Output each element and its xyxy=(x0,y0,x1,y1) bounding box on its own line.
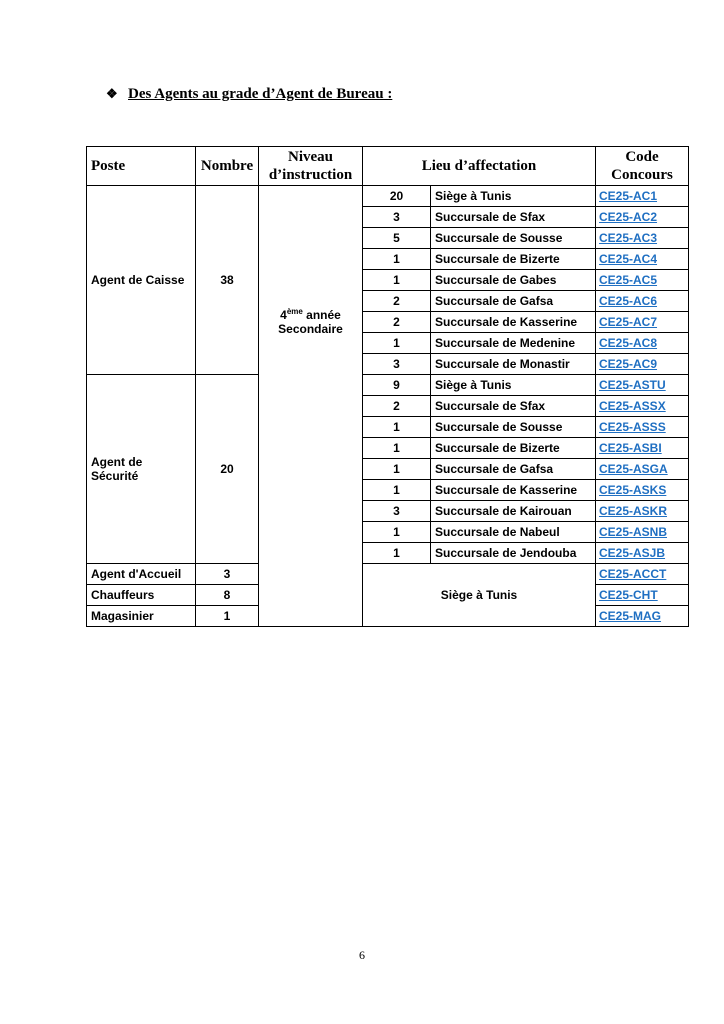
nombre-agent-caisse: 38 xyxy=(196,186,259,375)
poste-agent-securite xyxy=(87,375,196,564)
row-lieu: Succursale de Sfax xyxy=(431,396,596,417)
row-code-cell xyxy=(596,354,689,375)
diamond-bullet-icon: ❖ xyxy=(106,86,118,101)
row-count: 1 xyxy=(363,417,431,438)
row-code-cell xyxy=(596,186,689,207)
row-count: 3 xyxy=(363,207,431,228)
row-lieu: Succursale de Kasserine xyxy=(431,312,596,333)
code-link[interactable]: CE25-AC6 xyxy=(599,294,658,308)
row-lieu: Succursale de Gabes xyxy=(431,270,596,291)
header-niveau xyxy=(259,147,363,186)
row-code-cell xyxy=(596,375,689,396)
header-code xyxy=(596,147,689,186)
row-count: 3 xyxy=(363,354,431,375)
code-link[interactable]: CE25-AC9 xyxy=(599,357,658,371)
niveau-instruction-cell xyxy=(259,186,363,627)
row-code-cell xyxy=(596,564,689,585)
row-code-cell xyxy=(596,291,689,312)
header-code-line1: Code xyxy=(625,149,659,165)
header-code-line2: Concours xyxy=(611,167,673,183)
code-link[interactable]: CE25-ASSX xyxy=(599,399,666,413)
code-link[interactable]: CE25-MAG xyxy=(599,609,662,623)
table-header-row xyxy=(87,147,689,186)
nombre-magasinier: 1 xyxy=(196,606,259,627)
code-link[interactable]: CE25-AC8 xyxy=(599,336,658,350)
row-code-cell xyxy=(596,396,689,417)
poste-chauffeurs: Chauffeurs xyxy=(87,585,196,606)
row-code-cell xyxy=(596,543,689,564)
row-count: 1 xyxy=(363,270,431,291)
nombre-agent-accueil: 3 xyxy=(196,564,259,585)
nombre-chauffeurs: 8 xyxy=(196,585,259,606)
header-lieu: Lieu d’affectation xyxy=(363,147,596,186)
code-link[interactable]: CE25-AC2 xyxy=(599,210,658,224)
poste-agent-securite-line1: Agent de xyxy=(91,455,143,469)
code-link[interactable]: CE25-ASBI xyxy=(599,441,662,455)
row-code-cell xyxy=(596,228,689,249)
code-link[interactable]: CE25-AC5 xyxy=(599,273,658,287)
section-heading-text: Des Agents au grade d’Agent de Bureau : xyxy=(128,86,393,102)
code-link[interactable]: CE25-AC3 xyxy=(599,231,658,245)
table-row xyxy=(87,375,689,396)
row-lieu: Siège à Tunis xyxy=(431,186,596,207)
row-code-cell xyxy=(596,501,689,522)
code-link[interactable]: CE25-ASTU xyxy=(599,378,666,392)
row-count: 2 xyxy=(363,291,431,312)
row-lieu: Succursale de Jendouba xyxy=(431,543,596,564)
header-niveau-line1: Niveau xyxy=(288,149,333,165)
row-count: 3 xyxy=(363,501,431,522)
code-link[interactable]: CE25-ASJB xyxy=(599,546,666,560)
siege-tunis-merged: Siège à Tunis xyxy=(363,564,596,627)
row-lieu: Succursale de Kasserine xyxy=(431,480,596,501)
row-count: 9 xyxy=(363,375,431,396)
row-lieu: Succursale de Monastir xyxy=(431,354,596,375)
row-code-cell xyxy=(596,270,689,291)
row-count: 1 xyxy=(363,543,431,564)
row-count: 2 xyxy=(363,312,431,333)
row-lieu: Succursale de Gafsa xyxy=(431,291,596,312)
row-lieu: Siège à Tunis xyxy=(431,375,596,396)
row-lieu: Succursale de Medenine xyxy=(431,333,596,354)
nombre-agent-securite: 20 xyxy=(196,375,259,564)
row-count: 1 xyxy=(363,333,431,354)
row-lieu: Succursale de Sousse xyxy=(431,228,596,249)
row-code-cell xyxy=(596,333,689,354)
recruitment-table xyxy=(86,146,689,627)
row-lieu: Succursale de Gafsa xyxy=(431,459,596,480)
row-code-cell xyxy=(596,312,689,333)
code-link[interactable]: CE25-AC7 xyxy=(599,315,658,329)
row-count: 1 xyxy=(363,480,431,501)
code-link[interactable]: CE25-AC4 xyxy=(599,252,658,266)
poste-agent-securite-line2: Sécurité xyxy=(91,469,139,483)
row-lieu: Succursale de Bizerte xyxy=(431,249,596,270)
poste-agent-caisse: Agent de Caisse xyxy=(87,186,196,375)
row-lieu: Succursale de Sfax xyxy=(431,207,596,228)
row-count: 20 xyxy=(363,186,431,207)
row-lieu: Succursale de Nabeul xyxy=(431,522,596,543)
row-lieu: Succursale de Bizerte xyxy=(431,438,596,459)
row-code-cell xyxy=(596,480,689,501)
header-niveau-line2: d’instruction xyxy=(268,167,353,183)
row-code-cell xyxy=(596,438,689,459)
row-lieu: Succursale de Kairouan xyxy=(431,501,596,522)
row-code-cell xyxy=(596,522,689,543)
code-link[interactable]: CE25-CHT xyxy=(599,588,658,602)
row-code-cell xyxy=(596,249,689,270)
row-count: 2 xyxy=(363,396,431,417)
code-link[interactable]: CE25-ASGA xyxy=(599,462,668,476)
code-link[interactable]: CE25-AC1 xyxy=(599,189,658,203)
code-link[interactable]: CE25-ASKR xyxy=(599,504,668,518)
section-heading xyxy=(106,86,392,103)
row-count: 1 xyxy=(363,522,431,543)
page-number: 6 xyxy=(359,948,365,962)
row-code-cell xyxy=(596,207,689,228)
table-row xyxy=(87,564,689,585)
row-count: 1 xyxy=(363,249,431,270)
row-lieu: Succursale de Sousse xyxy=(431,417,596,438)
code-link[interactable]: CE25-ACCT xyxy=(599,567,667,581)
row-code-cell xyxy=(596,417,689,438)
table-row xyxy=(87,186,689,207)
row-count: 5 xyxy=(363,228,431,249)
poste-agent-accueil: Agent d'Accueil xyxy=(87,564,196,585)
row-code-cell xyxy=(596,606,689,627)
niveau-value-line1: 4ème année xyxy=(280,306,341,322)
code-link[interactable]: CE25-ASKS xyxy=(599,483,667,497)
niveau-value-line2: Secondaire xyxy=(278,321,343,336)
poste-magasinier: Magasinier xyxy=(87,606,196,627)
header-nombre: Nombre xyxy=(196,147,259,186)
code-link[interactable]: CE25-ASNB xyxy=(599,525,668,539)
row-count: 1 xyxy=(363,459,431,480)
row-code-cell xyxy=(596,459,689,480)
row-code-cell xyxy=(596,585,689,606)
code-link[interactable]: CE25-ASSS xyxy=(599,420,666,434)
row-count: 1 xyxy=(363,438,431,459)
header-poste: Poste xyxy=(87,147,196,186)
